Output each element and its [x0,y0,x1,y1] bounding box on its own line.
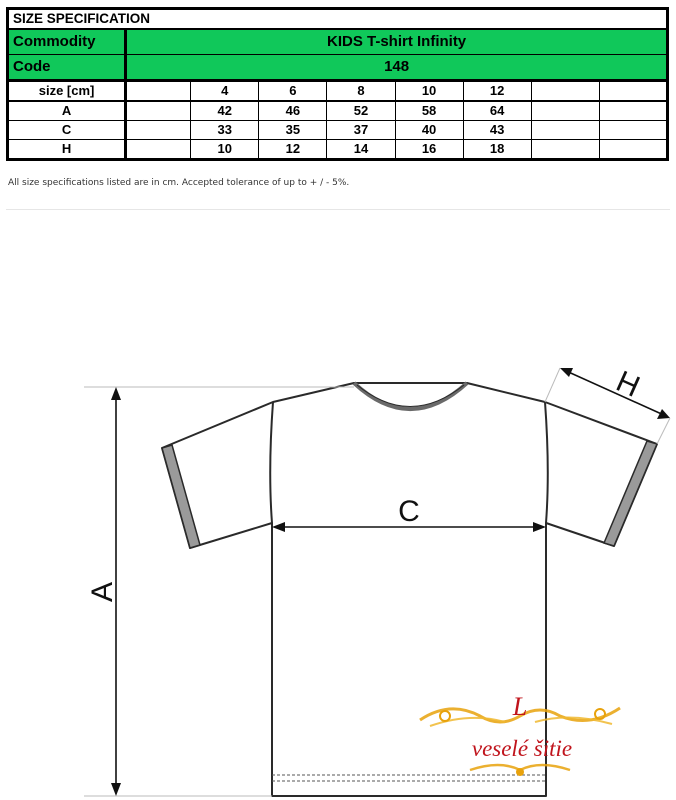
table-cell: 10 [191,140,259,160]
code-value: 148 [126,55,668,81]
size-label: size [cm] [8,81,126,102]
table-cell: 18 [463,140,531,160]
table-cell: 33 [191,121,259,140]
table-cell: 64 [463,101,531,121]
size-header-cell: 4 [191,81,259,102]
size-header-cell: 12 [463,81,531,102]
table-cell: 37 [327,121,395,140]
tshirt-outline [162,383,657,796]
size-header-cell: 10 [395,81,463,102]
table-title: SIZE SPECIFICATION [8,9,668,30]
table-cell: 58 [395,101,463,121]
dimension-a-arrow-top [111,387,121,400]
dimension-h-arrow-right [657,409,670,419]
table-cell: 43 [463,121,531,140]
table-cell: 40 [395,121,463,140]
table-cell: 12 [259,140,327,160]
commodity-label: Commodity [8,29,126,55]
label-c: C [398,495,420,528]
table-cell: 52 [327,101,395,121]
table-cell: 14 [327,140,395,160]
table-cell: 16 [395,140,463,160]
size-header-cell: 8 [327,81,395,102]
code-label: Code [8,55,126,81]
size-header-cell: 6 [259,81,327,102]
label-h: H [611,364,645,404]
row-label: A [8,101,126,121]
table-cell: 46 [259,101,327,121]
row-label: C [8,121,126,140]
row-label: H [8,140,126,160]
logo-text: veselé šitie [471,736,573,761]
commodity-value: KIDS T-shirt Infinity [126,29,668,55]
dimension-a-arrow-bottom [111,783,121,796]
table-cell: 35 [259,121,327,140]
logo-letter: L [512,692,528,721]
table-cell: 42 [191,101,259,121]
tolerance-note: All size specifications listed are in cm. Accepted tolerance of up to + / - 5%. [8,178,350,188]
label-a: A [86,581,119,603]
